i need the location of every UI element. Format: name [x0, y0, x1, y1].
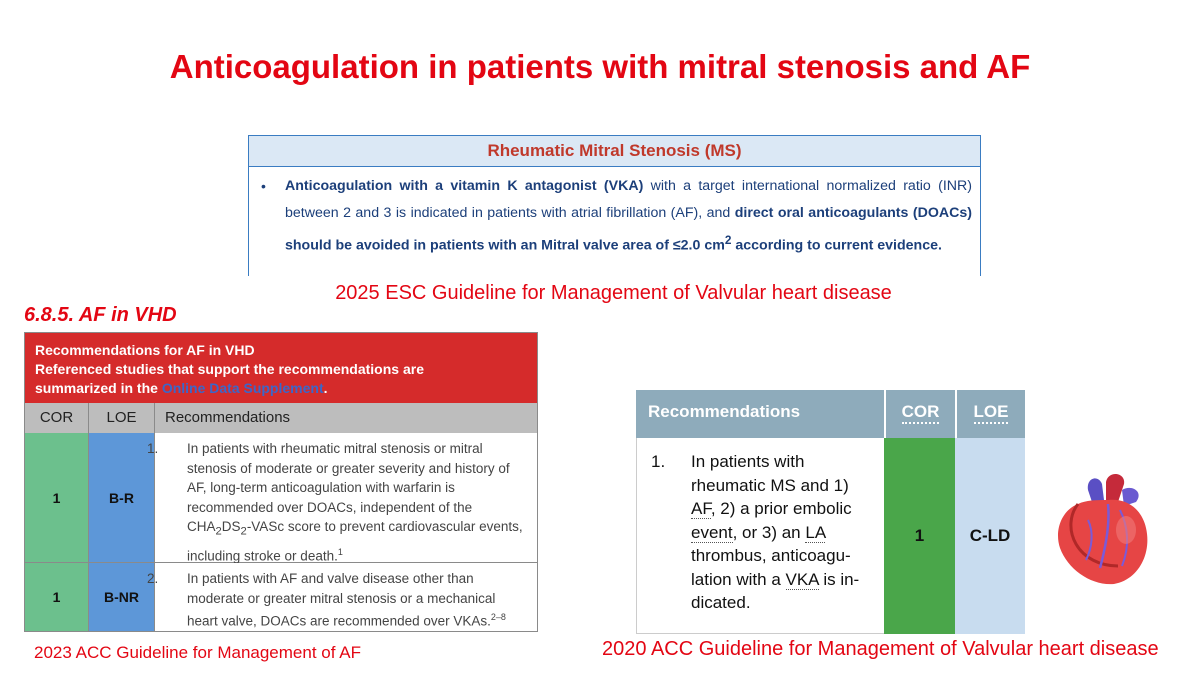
af-row1-number: 1. [147, 441, 159, 456]
af-section-heading: 6.8.5. AF in VHD [24, 304, 177, 326]
vhd-term-event: event [691, 522, 733, 542]
bullet-marker: • [261, 178, 266, 194]
af-row2-reference: 2–8 [490, 612, 506, 623]
esc-caption: 2025 ESC Guideline for Management of Valvular heart disease [335, 282, 892, 304]
vhd-term-vka: VKA [785, 569, 819, 589]
vhd-rec-text-1: In patients with rheumatic MS and 1) [691, 452, 849, 495]
vhd-col-header-loe [955, 390, 1025, 438]
heart-icon [1048, 470, 1158, 590]
af-row1-text-b: DS [221, 519, 241, 535]
af-row1-cor: 1 [25, 433, 89, 563]
af-row1-loe: B-R [89, 433, 155, 563]
vhd-rec-number: 1. [651, 452, 666, 471]
af-row1-text-a: In patients with rheumatic mitral stenosis or mitral stenosis of moderate or greater severity and history of AF, long-term anticoagulation with warfarin is recommended over DOACs, independent of the CHA [187, 441, 510, 535]
vhd-loe-value: C-LD [955, 438, 1025, 634]
af-recommendations-table [24, 332, 538, 632]
vhd-rec-text-4: thrombus, anticoagu-lation with a [691, 546, 851, 589]
banner-line-2: Referenced studies that support the recommendations are [35, 361, 424, 377]
esc-box-body [249, 167, 980, 260]
vhd-caption: 2020 ACC Guideline for Management of Valvular heart disease [602, 638, 1159, 660]
esc-box-header: Rheumatic Mitral Stenosis (MS) [249, 136, 980, 167]
esc-recommendation-box [248, 135, 981, 276]
vhd-term-af: AF [691, 499, 711, 518]
vhd-cor-label: COR [902, 402, 940, 424]
vhd-rec-text-3: , or 3) an [732, 522, 806, 542]
af-row1-recommendation [147, 433, 537, 564]
af-row1-reference: 1 [337, 546, 343, 557]
vhd-cor-value: 1 [884, 438, 955, 634]
esc-text-bold-1: Anticoagulation with a vitamin K antagonist (VKA) [285, 178, 644, 194]
vhd-rec-text-2: , 2) a prior embolic [710, 499, 852, 518]
af-col-header-recommendations: Recommendations [155, 403, 537, 433]
vhd-recommendations-table [636, 390, 1025, 634]
af-col-header-cor: COR [25, 403, 89, 433]
vhd-loe-label: LOE [974, 402, 1009, 424]
af-caption: 2023 ACC Guideline for Management of AF [34, 643, 361, 662]
af-row2-recommendation [147, 563, 537, 631]
af-table-banner [25, 333, 537, 403]
vhd-col-header-recommendations: Recommendations [648, 402, 801, 421]
af-row2-loe: B-NR [89, 563, 155, 631]
af-row2-number: 2. [147, 571, 159, 586]
slide-title: Anticoagulation in patients with mitral stenosis and AF [169, 48, 1031, 85]
af-col-header-loe: LOE [89, 403, 155, 433]
vhd-col-header-cor [884, 390, 955, 438]
banner-line-3 [35, 379, 527, 398]
af-row1-sub-2: 2 [240, 526, 247, 539]
esc-text-1: with a target international normalized ratio (INR) between 2 and 3 is indicated in patients with atrial fibrillation (AF), and [285, 178, 972, 221]
online-data-supplement-link[interactable]: Online Data Supplement [161, 380, 324, 396]
af-row1-text-c: -VASc score to prevent cardiovascular events, including stroke or death. [187, 519, 523, 564]
esc-text-bold-3: according to current evidence. [731, 237, 942, 254]
banner-line-3-end: . [323, 380, 328, 396]
vhd-rec-text-5: is in-dicated. [691, 569, 860, 612]
vhd-recommendation [636, 438, 884, 634]
af-row2-cor: 1 [25, 563, 89, 631]
banner-line-1: Recommendations for AF in VHD [35, 342, 255, 358]
esc-text-superscript: 2 [724, 233, 732, 247]
banner-line-3-text: summarized in the [35, 380, 162, 396]
af-row1-sub-1: 2 [215, 526, 222, 539]
vhd-term-la: LA [805, 522, 826, 542]
esc-text-bold-2: direct oral anticoagulants (DOACs) should be avoided in patients with an Mitral valve area of ≤2.0 cm [285, 205, 972, 254]
af-row2-text: In patients with AF and valve disease other than moderate or greater mitral stenosis or a mechanical heart valve, DOACs are recommended over VKAs. [187, 571, 496, 629]
